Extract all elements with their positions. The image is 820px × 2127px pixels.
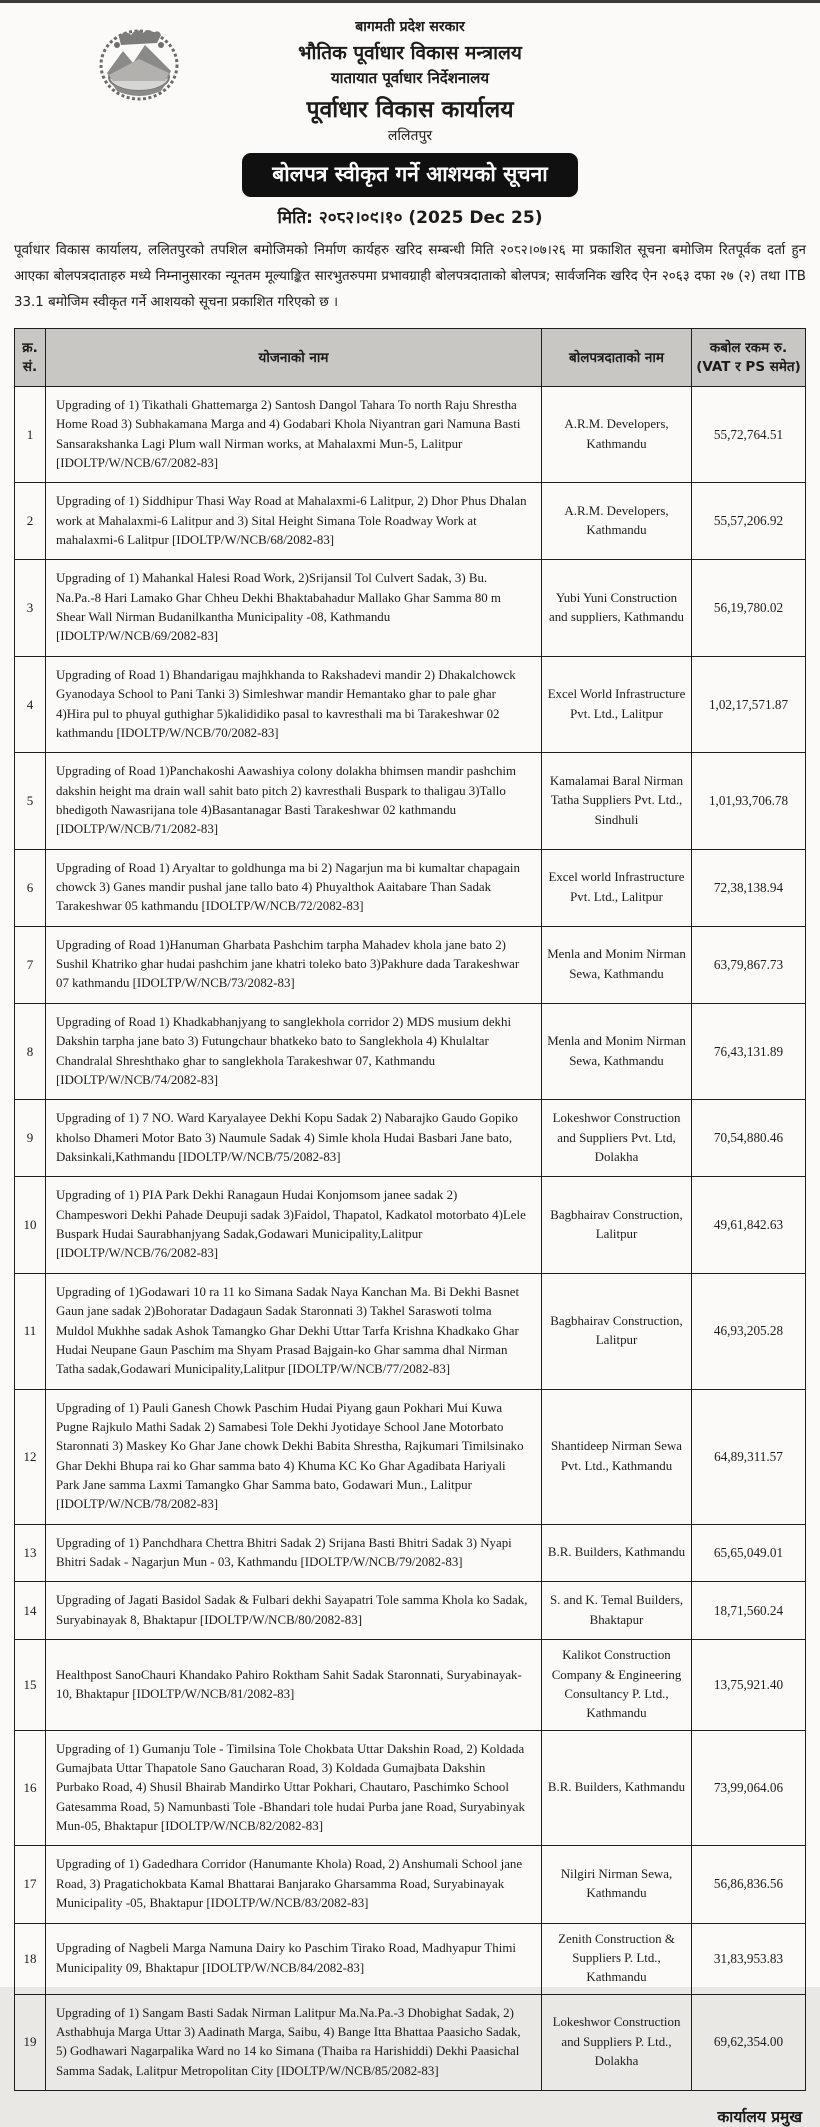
amount-header-line2: (VAT र PS समेत) (696, 358, 801, 375)
sn-header-line1: क्र. (22, 340, 38, 357)
letterhead (14, 11, 806, 145)
amount-header-line1: कबोल रकम रु. (709, 340, 788, 357)
row-project-name: Upgrading of 1) 7 NO. Ward Karyalayee Dekhi Kopu Sadak 2) Nabarajko Gaudo Gopiko kholso Dhameri Motor Bato 3) Naumule Sadak 4) Simle khola Hudai Basbari Jane bato, Daksinkali,Kathmandu [IDOLTP/W/NCB/75/2082-83] (46, 1100, 542, 1177)
row-project-name: Upgrading of Road 1)Panchakoshi Aawashiya colony dolakha bhimsen mandir pashchim dakshin height ma drain wall sahit bato pitch 2) kavresthali Buspark to thaligau 3)Tallo bhedigoth Nawasrijana tole 4)Basantanagar Basti Tarakeshwar 02 kathmandu [IDOLTP/W/NCB/71/2082-83] (46, 753, 542, 849)
row-quoted-amount: 72,38,138.94 (692, 849, 806, 926)
row-project-name: Upgrading of Nagbeli Marga Namuna Dairy ko Paschim Tirako Road, Madhyapur Thimi Municipality 09, Bhaktapur [IDOLTP/W/NCB/84/2082-83] (46, 1923, 542, 1994)
row-quoted-amount: 73,99,064.06 (692, 1730, 806, 1846)
table-row (15, 1582, 806, 1640)
column-header-amount (692, 329, 806, 386)
row-quoted-amount: 69,62,354.00 (692, 1994, 806, 2090)
table-row (15, 1846, 806, 1923)
table-row (15, 753, 806, 849)
row-project-name: Upgrading of 1) Pauli Ganesh Chowk Paschim Hudai Piyang gaun Pokhari Mui Kuwa Pugne Rajkulo Mathi Sadak 2) Samabesi Tole Dekhi Jyotidaye School Jane Motorbato Staronnati 3) Maskey Ko Ghar Jane chowk Dekhi Babita Shrestha, Rajkumari Timilsinako Ghar Dekhi Bhupa rai ko Ghar samma bato 4) Khuma KC Ko Ghar Agadibata Hariyali Park Jane samma Laxmi Tamangko Ghar Samma bato, Godawari Mun., Lalitpur [IDOLTP/W/NCB/78/2082-83] (46, 1389, 542, 1524)
table-row (15, 386, 806, 482)
row-quoted-amount: 13,75,921.40 (692, 1640, 806, 1730)
row-project-name: Upgrading of 1) Gumanju Tole - Timilsina Tole Chokbata Uttar Dakshin Road, 2) Koldada Gumajbata Uttar Thapatole Sano Gaucharan Road, 3) Koldada Gumajbata Dakshin Purbako Road, 4) Shusil Bhairab Mandirko Uttar Pokhari, Chautaro, Paschimko School Gatesamma Road, 5) Namunbasti Tole -Bhandari tole hudai Purba jane Road, Suryabinyak Mun-05, Bhaktapur [IDOLTP/W/NCB/82/2082-83] (46, 1730, 542, 1846)
row-serial-number: 10 (15, 1177, 46, 1273)
table-row (15, 656, 806, 752)
ministry-line: भौतिक पूर्वाधार विकास मन्त्रालय (298, 42, 522, 64)
row-bidder-name: Excel world Infrastructure Pvt. Ltd., Lalitpur (542, 849, 692, 926)
row-serial-number: 2 (15, 483, 46, 560)
table-row (15, 1100, 806, 1177)
row-quoted-amount: 76,43,131.89 (692, 1003, 806, 1099)
row-bidder-name: Shantideep Nirman Sewa Pvt. Ltd., Kathmandu (542, 1389, 692, 1524)
province-government-line: बागमती प्रदेश सरकार (355, 19, 465, 35)
row-quoted-amount: 64,89,311.57 (692, 1389, 806, 1524)
row-serial-number: 1 (15, 386, 46, 482)
row-bidder-name: Menla and Monim Nirman Sewa, Kathmandu (542, 1003, 692, 1099)
row-project-name: Upgrading of Road 1) Aryaltar to goldhunga ma bi 2) Nagarjun ma bi kumaltar chapagain chowck 3) Ganes mandir pushal jane tallo bato 4) Phuyalthok Aaitabare Than Sadak Tarakeshwar 05 kathmandu [IDOLTP/W/NCB/72/2082-83] (46, 849, 542, 926)
row-serial-number: 3 (15, 560, 46, 656)
column-header-bidder: बोलपत्रदाताको नाम (542, 329, 692, 386)
row-serial-number: 12 (15, 1389, 46, 1524)
row-bidder-name: A.R.M. Developers, Kathmandu (542, 386, 692, 482)
bids-table-header (15, 329, 806, 386)
directorate-line: यातायात पूर्वाधार निर्देशनालय (330, 69, 490, 87)
office-location-line: ललितपुर (387, 128, 433, 144)
row-project-name: Upgrading of 1) Siddhipur Thasi Way Road at Mahalaxmi-6 Lalitpur, 2) Dhor Phus Dhalan work at Mahalaxmi-6 Lalitpur and 3) Sital Height Simana Tole Roadway Work at mahalaxmi-6 Lalitpur [IDOLTP/W/NCB/68/2082-83] (46, 483, 542, 560)
row-serial-number: 6 (15, 849, 46, 926)
table-row (15, 483, 806, 560)
column-header-sn (15, 329, 46, 386)
sn-header-line2: सं. (22, 358, 38, 375)
row-quoted-amount: 70,54,880.46 (692, 1100, 806, 1177)
bids-table (14, 328, 806, 2091)
row-bidder-name: Zenith Construction & Suppliers P. Ltd., Kathmandu (542, 1923, 692, 1994)
nepal-government-emblem-icon (89, 15, 189, 115)
bids-table-body (15, 386, 806, 2090)
row-project-name: Upgrading of Road 1)Hanuman Gharbata Pashchim tarpha Mahadev khola jane bato 2) Sushil Khatriko ghar hudai pashchim jane khatri toleko bato 3)Pakhure dada Tarakeshwar 07 kathmandu [IDOLTP/W/NCB/73/2082-83] (46, 926, 542, 1003)
row-quoted-amount: 1,01,93,706.78 (692, 753, 806, 849)
row-serial-number: 17 (15, 1846, 46, 1923)
row-project-name: Upgrading of 1) PIA Park Dekhi Ranagaun Hudai Konjomsom janee sadak 2) Champeswori Dekhi Pahade Deupuji sadak 3)Faidol, Thapatol, Kadkatol motorbato 4)Lele Buspark Hudai Saurabhanjyang Sadak,Godawari Municipality,Lalitpur [IDOLTP/W/NCB/76/2082-83] (46, 1177, 542, 1273)
row-bidder-name: S. and K. Temal Builders, Bhaktapur (542, 1582, 692, 1640)
row-project-name: Upgrading of 1) Sangam Basti Sadak Nirman Lalitpur Ma.Na.Pa.-3 Dhobighat Sadak, 2) Asthabhuja Marga Uttar 3) Aadinath Marga, Saibu, 4) Bange Itta Bhattaa Paasicho Sadak, 5) Godhawari Nagarpalika Ward no 14 ko Simana (Thaiba ra Harishiddi) Dekhi Paasichal Samma Sadak, Lalitpur Metropolitan City [IDOLTP/W/NCB/85/2082-83] (46, 1994, 542, 2090)
table-row (15, 1273, 806, 1389)
row-quoted-amount: 31,83,953.83 (692, 1923, 806, 1994)
office-name-line: पूर्वाधार विकास कार्यालय (306, 97, 514, 123)
row-project-name: Upgrading of 1)Godawari 10 ra 11 ko Simana Sadak Naya Kanchan Ma. Bi Dekhi Basnet Gaun jane sadak 2)Bohoratar Dadagaun Sadak Staronnati 3) Takhel Saraswoti tolma Muldol Mukhhe sadak Ashok Tamangko Ghar Dekhi Uttar Tarfa Krishna Khadkako Ghar Hudai Neupane Gaun Paschim ma Shyam Prasad Bajgain-ko Ghar samma dhal Nirman Tatha sadak,Godawari Municipality,Lalitpur [IDOLTP/W/NCB/77/2082-83] (46, 1273, 542, 1389)
notice-title-wrap (14, 153, 806, 197)
row-bidder-name: B.R. Builders, Kathmandu (542, 1524, 692, 1582)
table-row (15, 1730, 806, 1846)
row-quoted-amount: 56,19,780.02 (692, 560, 806, 656)
table-row (15, 1524, 806, 1582)
row-serial-number: 11 (15, 1273, 46, 1389)
row-project-name: Upgrading of Road 1) Bhandarigau majhkhanda to Rakshadevi mandir 2) Dhakalchowck Gyanodaya School to Pani Tanki 3) Simleshwar mandir Hemantako ghar to pale ghar 4)Hira pul to phuyal guthighar 5)kalididiko pasal to kavresthali ma bi Tarakeshwar 02 kathmandu [IDOLTP/W/NCB/70/2082-83] (46, 656, 542, 752)
office-chief-signature: कार्यालय प्रमुख (717, 2108, 802, 2127)
row-project-name: Healthpost SanoChauri Khandako Pahiro Roktham Sahit Sadak Staronnati, Suryabinayak-10, Bhaktapur [IDOLTP/W/NCB/81/2082-83] (46, 1640, 542, 1730)
row-bidder-name: Bagbhairav Construction, Lalitpur (542, 1273, 692, 1389)
notice-date: मिति: २०८२।०९।१० (2025 Dec 25) (277, 208, 543, 228)
row-bidder-name: Yubi Yuni Construction and suppliers, Kathmandu (542, 560, 692, 656)
row-bidder-name: Nilgiri Nirman Sewa, Kathmandu (542, 1846, 692, 1923)
table-row (15, 1389, 806, 1524)
row-serial-number: 9 (15, 1100, 46, 1177)
row-serial-number: 13 (15, 1524, 46, 1582)
row-serial-number: 7 (15, 926, 46, 1003)
row-quoted-amount: 46,93,205.28 (692, 1273, 806, 1389)
row-bidder-name: Menla and Monim Nirman Sewa, Kathmandu (542, 926, 692, 1003)
row-serial-number: 15 (15, 1640, 46, 1730)
row-quoted-amount: 56,86,836.56 (692, 1846, 806, 1923)
column-header-project: योजनाको नाम (46, 329, 542, 386)
table-row (15, 1994, 806, 2090)
table-row (15, 1003, 806, 1099)
row-quoted-amount: 65,65,049.01 (692, 1524, 806, 1582)
row-project-name: Upgrading of 1) Mahankal Halesi Road Work, 2)Srijansil Tol Culvert Sadak, 3) Bu. Na.Pa.-8 Hari Lamako Ghar Chheu Dekhi Bhaktabahadur Mallako Ghar Samma 80 m Shear Wall Nirman Budanilkantha Municipality -08, Kathmandu [IDOLTP/W/NCB/69/2082-83] (46, 560, 542, 656)
row-serial-number: 18 (15, 1923, 46, 1994)
row-bidder-name: Kalikot Construction Company & Engineering Consultancy P. Ltd., Kathmandu (542, 1640, 692, 1730)
row-serial-number: 8 (15, 1003, 46, 1099)
row-project-name: Upgrading of 1) Gadedhara Corridor (Hanumante Khola) Road, 2) Anshumali School jane Road, 3) Pragatichokbata Kamal Bhattarai Banjarako Gharsamma Road, Suryabinayak Municipality -05, Bhaktapur [IDOLTP/W/NCB/83/2082-83] (46, 1846, 542, 1923)
row-bidder-name: Bagbhairav Construction, Lalitpur (542, 1177, 692, 1273)
row-serial-number: 19 (15, 1994, 46, 2090)
notice-intro-paragraph: पूर्वाधार विकास कार्यालय, ललितपुरको तपशिल बमोजिमको निर्माण कार्यहरु खरिद सम्बन्धी मिति २०८२।०७।२६ मा प्रकाशित सूचना बमोजिम रितपूर्वक दर्ता हुन आएका बोलपत्रदाताहरु मध्ये निम्नानुसारका न्यूनतम मूल्याङ्कित सारभुतरुपमा प्रभावग्राही बोलपत्रदाताको बोलपत्र; सार्वजनिक खरिद ऐन २०६३ दफा २७ (२) तथा ITB 33.1 बमोजिम स्वीकृत गर्ने आशयको सूचना प्रकाशित गरिएको छ । (14, 243, 806, 311)
notice-title-banner: बोलपत्र स्वीकृत गर्ने आशयको सूचना (242, 153, 577, 197)
row-serial-number: 4 (15, 656, 46, 752)
row-bidder-name: B.R. Builders, Kathmandu (542, 1730, 692, 1846)
row-quoted-amount: 55,57,206.92 (692, 483, 806, 560)
table-row (15, 849, 806, 926)
table-row (15, 560, 806, 656)
row-quoted-amount: 18,71,560.24 (692, 1582, 806, 1640)
row-quoted-amount: 63,79,867.73 (692, 926, 806, 1003)
table-row (15, 926, 806, 1003)
row-project-name: Upgrading of 1) Tikathali Ghattemarga 2) Santosh Dangol Tahara To north Raju Shrestha Home Road 3) Subhakamana Marga and 4) Godabari Khola Niyantran gari Namuna Basti Sansarakshanka Lagi Plum wall Nirman works, at Mahalaxmi Mun-5, Lalitpur [IDOLTP/W/NCB/67/2082-83] (46, 386, 542, 482)
row-serial-number: 14 (15, 1582, 46, 1640)
row-bidder-name: Kamalamai Baral Nirman Tatha Suppliers Pvt. Ltd., Sindhuli (542, 753, 692, 849)
row-bidder-name: Lokeshwor Construction and Suppliers P. Ltd., Dolakha (542, 1994, 692, 2090)
table-row (15, 1923, 806, 1994)
row-project-name: Upgrading of Road 1) Khadkabhanjyang to sanglekhola corridor 2) MDS musium dekhi Dakshin tarpha jane bato 3) Futungchaur bhatkeko bato to Sanglekhola 4) Khulaltar Chandralal Shreshthako ghar to sanglekhola Tarakeshwar 07, Kathmandu [IDOLTP/W/NCB/74/2082-83] (46, 1003, 542, 1099)
row-quoted-amount: 49,61,842.63 (692, 1177, 806, 1273)
row-quoted-amount: 55,72,764.51 (692, 386, 806, 482)
row-serial-number: 16 (15, 1730, 46, 1846)
row-serial-number: 5 (15, 753, 46, 849)
row-project-name: Upgrading of Jagati Basidol Sadak & Fulbari dekhi Sayapatri Tole samma Khola ko Sadak, Suryabinayak 8, Bhaktapur [IDOLTP/W/NCB/80/2082-83] (46, 1582, 542, 1640)
table-row (15, 1177, 806, 1273)
row-quoted-amount: 1,02,17,571.87 (692, 656, 806, 752)
row-bidder-name: A.R.M. Developers, Kathmandu (542, 483, 692, 560)
row-bidder-name: Excel World Infrastructure Pvt. Ltd., Lalitpur (542, 656, 692, 752)
row-bidder-name: Lokeshwor Construction and Suppliers Pvt. Ltd, Dolakha (542, 1100, 692, 1177)
row-project-name: Upgrading of 1) Panchdhara Chettra Bhitri Sadak 2) Srijana Basti Bhitri Sadak 3) Nyapi Bhitri Sadak - Nagarjun Mun - 03, Kathmandu [IDOLTP/W/NCB/79/2082-83] (46, 1524, 542, 1582)
table-row (15, 1640, 806, 1730)
